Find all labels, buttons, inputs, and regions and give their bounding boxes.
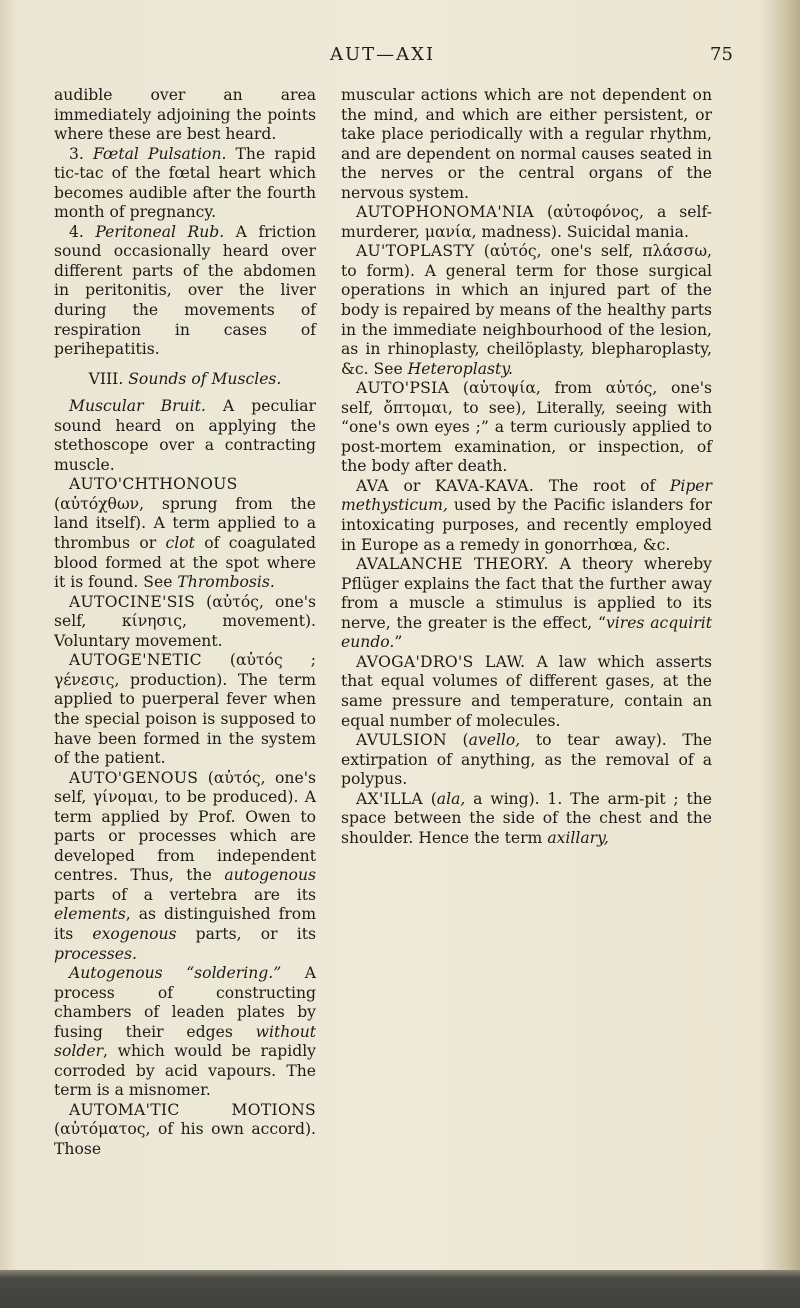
running-head: AUT—AXI xyxy=(330,44,436,65)
entry-continuation-right: muscular actions which are not dependent on the mind, and which are either persistent, or take place periodically with a regular rhythm, and are dependent on normal causes seated in the nerves or the central organs of the nervous system. xyxy=(341,86,712,202)
entry-avogadros-law: AVOGA'DRO'S LAW. A law which asserts that equal volumes of different gases, at the same pressure and temperature, contain an equal number of molecules. xyxy=(341,652,712,730)
right-column xyxy=(341,86,712,848)
entry-foetal-pulsation: 3. Fœtal Pulsation. The rapid tic-tac of the fœtal heart which becomes audible after the fourth month of pregnancy. xyxy=(54,144,316,222)
entry-autocinesis: AUTOCINE'SIS (αὐτός, one's self, κίνησις, movement). Voluntary movement. xyxy=(54,592,316,650)
page-header xyxy=(0,44,800,74)
entry-autogenous: AUTO'GENOUS (αὐτός, one's self, γίνομαι, to be produced). A term applied by Prof. Owen to parts or processes which are developed from independent centres. Thus, the autogenous parts of a vertebra are its elements, as distinguished from its exogenous parts, or its processes. xyxy=(54,768,316,963)
entry-automatic-motions: AUTOMA'TIC MOTIONS (αὐτόματος, of his own accord). Those xyxy=(54,1100,316,1158)
entry-autochthonous: AUTO'CHTHONOUS (αὐτόχθων, sprung from the land itself). A term applied to a thrombus or clot of coagulated blood formed at the spot where it is found. See Thrombosis. xyxy=(54,475,316,592)
entry-ava: AVA or KAVA-KAVA. The root of Piper methysticum, used by the Pacific islanders for intoxicating purposes, and recently employed in Europe as a remedy in gonorrhœa, &c. xyxy=(341,476,712,554)
entry-avulsion: AVULSION (avello, to tear away). The extirpation of anything, as the removal of a polypus. xyxy=(341,731,712,789)
entry-autogenous-soldering: Autogenous “soldering.” A process of constructing chambers of leaden plates by fusing their edges without solder, which would be rapidly corroded by acid vapours. The term is a misnomer. xyxy=(54,964,316,1100)
page-number: 75 xyxy=(710,44,733,65)
entry-autoplasty: AU'TOPLASTY (αὐτός, one's self, πλάσσω, to form). A general term for those surgical operations in which an injured part of the body is repaired by means of the healthy parts in the immediate neighbourhood of the lesion, as in rhinoplasty, cheilöplasty, blepharoplasty, &c. See Heteroplasty. xyxy=(341,242,712,378)
entry-continuation: audible over an area immediately adjoining the points where these are best heard. xyxy=(54,86,316,144)
entry-autophonomania: AUTOPHONOMA'NIA (αὐτοφόνος, a self-murderer, μανία, madness). Suicidal mania. xyxy=(341,203,712,241)
entry-autopsia: AUTO'PSIA (αὐτοψία, from αὐτός, one's self, ὄπτομαι, to see), Literally, seeing with “one's own eyes ;” a term curiously applied to post-mortem examination, or inspection, of the body after death. xyxy=(341,379,712,476)
entry-avalanche-theory: AVALANCHE THEORY. A theory whereby Pflüger explains the fact that the further away from a muscle a stimulus is applied to its nerve, the greater is the effect, “vires acquirit eundo.” xyxy=(341,555,712,652)
scan-bottom-edge xyxy=(0,1270,800,1308)
section-heading: VIII. Sounds of Muscles. xyxy=(88,369,282,388)
entry-autogenetic: AUTOGE'NETIC (αὐτός ; γένεσις, production). The term applied to puerperal fever when the special poison is supposed to have been formed in the system of the patient. xyxy=(54,651,316,768)
left-column xyxy=(54,86,316,1160)
entry-muscular-bruit: Muscular Bruit. A peculiar sound heard on applying the stethoscope over a contracting muscle. xyxy=(54,397,317,474)
entry-peritoneal-rub: 4. Peritoneal Rub. A friction sound occasionally heard over different parts of the abdomen in peritonitis, over the liver during the movements of respiration in cases of perihepatitis. xyxy=(54,222,317,359)
entry-axilla: AX'ILLA (ala, a wing). 1. The arm-pit ; the space between the side of the chest and the shoulder. Hence the term axillary, xyxy=(341,789,713,847)
